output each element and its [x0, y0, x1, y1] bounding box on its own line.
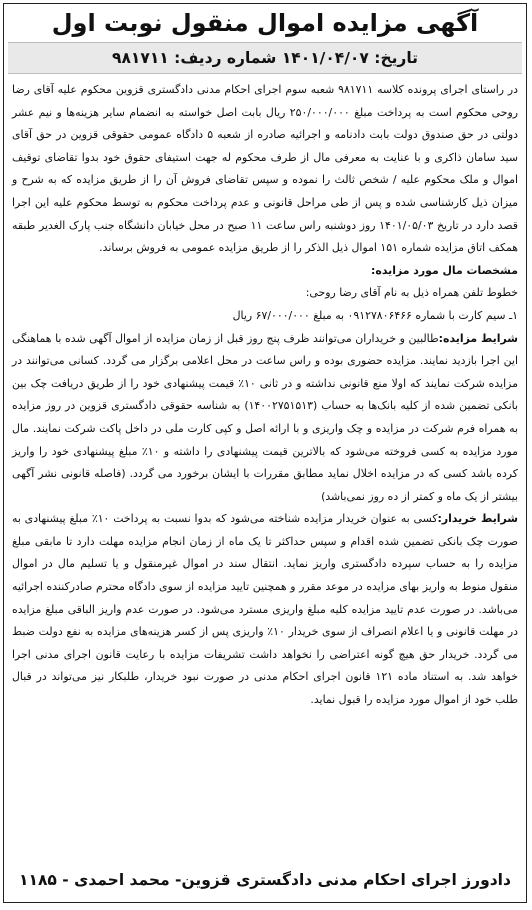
buyer-terms-text: کسی به عنوان خریدار مزایده شناخته می‌شود که بدوا نسبت به پرداخت ۱۰٪ مبلغ پیشنهادی به صورت چک بانکی تضمین شده اقدام و سپس حداکثر تا یک ماه از زمان انجام مزایده مهلت دارد تا مابقی مبلغ مزایده را به حساب سپرده دادگستری واریز نماید. انتقال سند در اموال غیرمنقول و یا تسلیم مال در اموال منقول منوط به واریز بهای مزایده در موعد مقرر و همچنین تایید مزایده از سوی دادگاه محترم صادرکننده اجرائیه می‌باشد. در صورت عدم تایید مزایده کلیه مبلغ واریزی مسترد می‌شود. در صورت عدم واریز الباقی مبلغ مزایده در مهلت قانونی و یا اعلام انصراف از سوی خریدار ۱۰٪ واریزی پس از کسر هزینه‌های مزایده به نفع دولت ضبط می گردد. خریدار حق هیچ گونه اعتراضی را نخواهد داشت تشریفات مزایده با رعایت قانون اجرای مدنی اجرا خواهد شد. به استناد ماده ۱۲۱ قانون اجرای احکام مدنی در صورت نبود خریدار، طلبکار نیز می‌تواند در قبال طلب خود از اموال مورد مزایده را قبول نماید. — [12, 512, 519, 707]
buyer-terms-heading: شرایط خریدار: — [437, 512, 518, 526]
sim-card-item: ۱ـ سیم کارت با شماره ۰۹۱۲۷۸۰۶۴۶۶ به مبلغ ۶۷/۰۰۰/۰۰۰ ریال — [232, 308, 518, 322]
date-reference-bar: تاریخ: ۱۴۰۱/۰۴/۰۷ شماره ردیف: ۹۸۱۷۱۱ — [8, 42, 522, 74]
buyer-terms-paragraph — [12, 508, 518, 711]
phone-lines-intro: خطوط تلفن همراه ذیل به نام آقای رضا روحی: — [305, 286, 518, 300]
notice-title: آگهی مزایده اموال منقول نوبت اول — [51, 9, 479, 37]
auction-terms-heading: شرایط مزایده: — [438, 331, 518, 345]
notice-body — [4, 76, 526, 712]
specs-heading: مشخصات مال مورد مزایده: — [371, 263, 518, 277]
auction-terms-text: طالبین و خریداران می‌توانند ظرف پنج روز قبل از زمان مزایده از اموال آگهی شده با هماهنگی این اجرا بازدید نمایند. مزایده حضوری بوده و راس ساعت در محل اعلامی برگزار می گردد. کسانی می‌توانند در مزایده شرکت نمایند که اولا منع قانونی نداشته و در ثانی ۱۰٪ قیمت پیشنهادی خود را از طریق دریافت چک بین بانکی تضمین شده از کلیه بانک‌ها به حساب (۱۴۰۰۲۷۵۱۵۱۳) به شناسه حقوقی دادگستری قزوین در روز مزایده به همراه فرم شرکت در مزایده و چک واریزی و با ارائه اصل و کپی کارت ملی در داخل پاکت شرکت نمایند. مال مورد مزایده به کسی فروخته می‌شود که بالاترین قیمت پیشنهادی را داشته و ۱۰٪ مبلغ پیشنهادی خود را واریز کرده باشد کسی که در مزایده اخلال نماید مطابق مقررات با ایشان برخورد می گردد. (فاصله قانونی نشر آگهی بیشتر از یک ماه و کمتر از ده روز نمی‌باشد) — [12, 331, 518, 503]
intro-paragraph: در راستای اجرای پرونده کلاسه ۹۸۱۷۱۱ شعبه سوم اجرای احکام مدنی دادگستری قزوین محکوم علیه آقای رضا روحی محکوم است به پرداخت مبلغ ۲۵۰/۰۰۰/۰۰۰ ریال بابت اصل خواسته به انضمام سایر هزینه‌ها و نیم عشر دولتی در حق صندوق دولت بابت دادنامه و اجرائیه صادره از شعبه ۵ دادگاه عمومی حقوقی قزوین در حق آقای سید سامان ذاکری و با عنایت به معرفی مال از طرف محکوم له جهت استیفای حقوق خود بدوا تقاضای توقیف اموال و ملک محکوم علیه / شخص ثالث را نموده و سپس تقاضای فروش آن را از طریق مزایده که به شرح و میزان ذیل کارشناسی شده و پس از طی مراحل قانونی و عدم پرداخت محکوم به توسط محکوم علیه این اجرا قصد دارد در تاریخ ۱۴۰۱/۰۵/۰۳ روز دوشنبه راس ساعت ۱۱ صبح در محل خیابان دانشگاه جنب پارک الغدیر طبقه همکف اتاق مزایده شماره ۱۵۱ اموال ذیل الذکر را از طریق مزایده عمومی به فروش برساند. — [12, 83, 519, 255]
auction-notice — [3, 3, 527, 903]
auction-terms-paragraph — [12, 328, 518, 509]
signature-footer: دادورز اجرای احکام مدنی دادگستری قزوین- محمد احمدی - ۱۱۸۵ — [19, 871, 511, 889]
